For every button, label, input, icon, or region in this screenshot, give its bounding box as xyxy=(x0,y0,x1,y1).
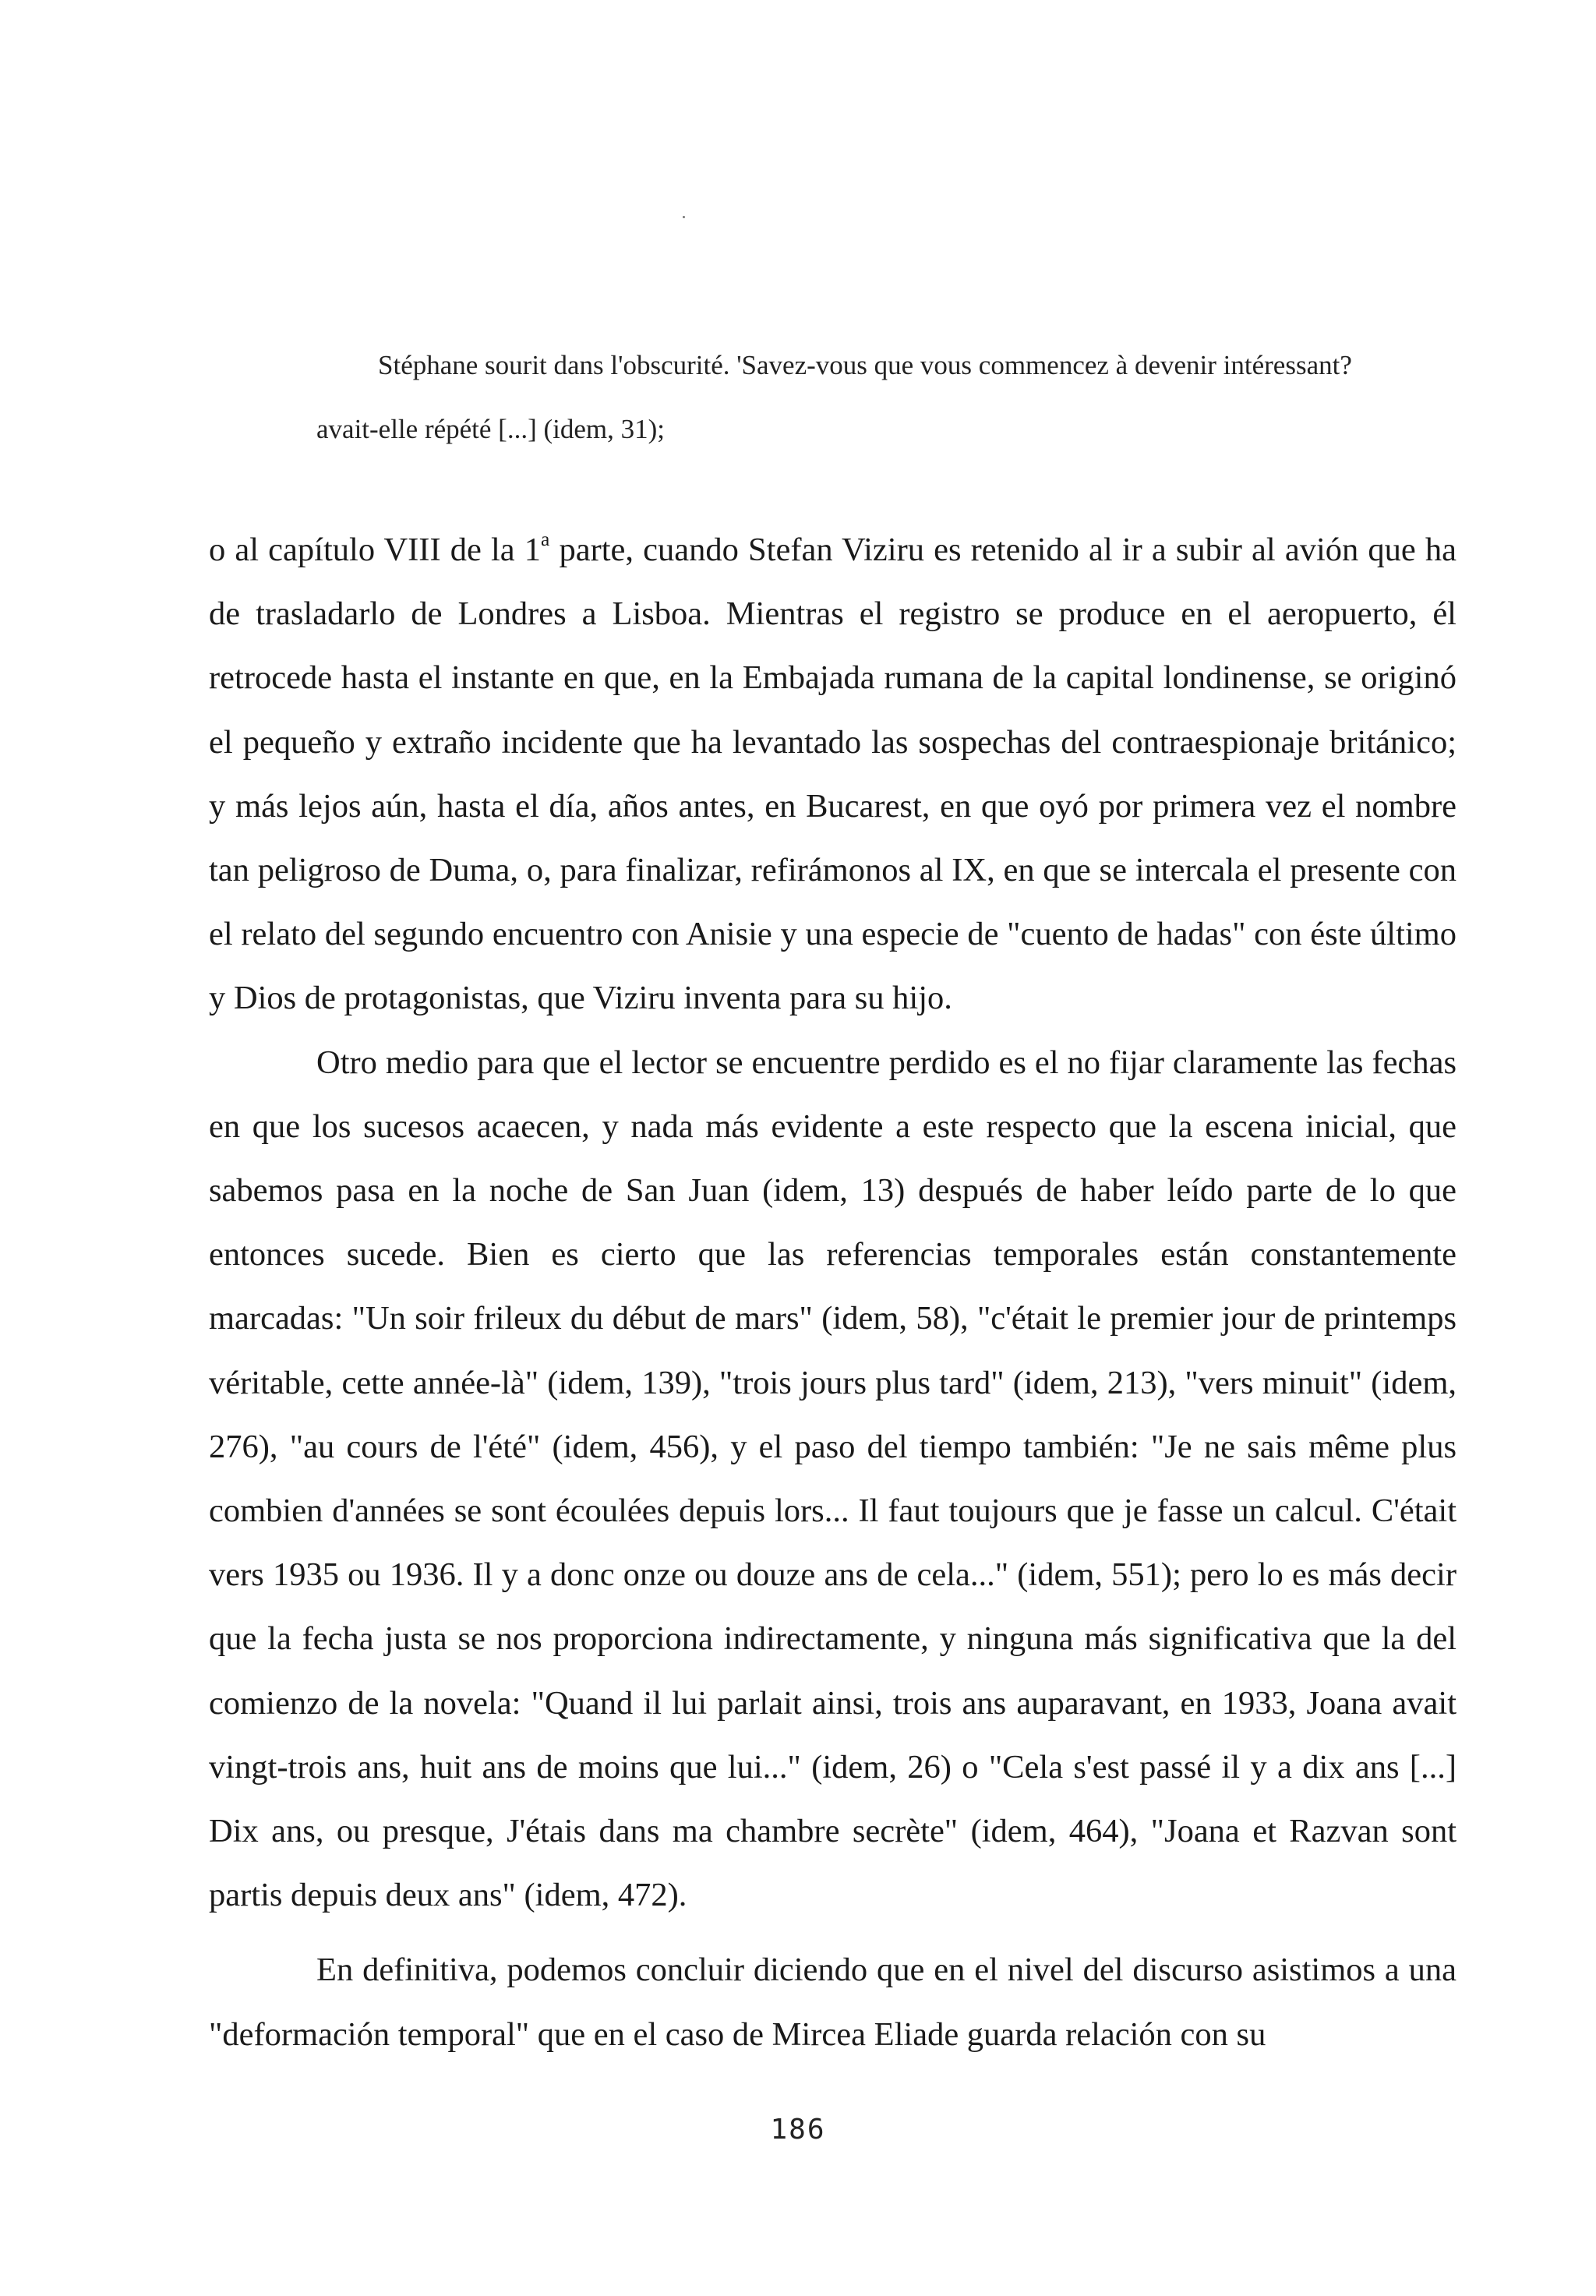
paragraph-3: En definitiva, podemos concluir diciendo que en el nivel del discurso asistimos a una "deformación temporal" que en el caso de Mircea Eliade guarda relación con su xyxy=(209,1952,1457,2053)
page-number: 186 xyxy=(770,2114,826,2146)
paragraph-1 xyxy=(209,518,1457,1031)
block-quote xyxy=(316,334,1469,461)
paragraph-1-rest: parte, cuando Stefan Viziru es retenido al ir a subir al avión que ha de trasladarlo de Londres a Lisboa. Mientras el registro se produce en el aeropuerto, él retrocede hasta el instante en que, en la Embajada rumana de la capital londinense, se originó el pequeño y extraño incidente que ha levantado las sospechas del contraespionaje británico; y más lejos aún, hasta el día, años antes, en Bucarest, en que oyó por primera vez el nombre tan peligroso de Duma, o, para finalizar, refirámonos al IX, en que se intercala el presente con el relato del segundo encuentro con Anisie y una especie de "cuento de hadas" con éste último y Dios de protagonistas, que Viziru inventa para su hijo. xyxy=(209,532,1457,1017)
ordinal-superscript: a xyxy=(541,527,550,550)
paragraph-2: Otro medio para que el lector se encuentre perdido es el no fijar claramente las fechas en que los sucesos acaecen, y nada más evidente a este respecto que la escena inicial, que sabemos pasa en la noche de San Juan (idem, 13) después de haber leído parte de lo que entonces sucede. Bien es cierto que las referencias temporales están constantemente marcadas: "Un soir frileux du début de mars" (idem, 58), "c'était le premier jour de printemps véritable, cette année-là" (idem, 139), "trois jours plus tard" (idem, 213), "vers minuit" (idem, 276), "au cours de l'été" (idem, 456), y el paso del tiempo también: "Je ne sais même plus combien d'années se sont écoulées depuis lors... Il faut toujours que je fasse un calcul. C'était vers 1935 ou 1936. Il y a donc onze ou douze ans de cela..." (idem, 551); pero lo es más decir que la fecha justa se nos proporciona indirectamente, y ninguna más significativa que la del comienzo de la novela: "Quand il lui parlait ainsi, trois ans auparavant, en 1933, Joana avait vingt-trois ans, huit ans de moins que lui..." (idem, 26) o "Cela s'est passé il y a dix ans [...] Dix ans, ou presque, J'étais dans ma chambre secrète" (idem, 464), "Joana et Razvan sont partis depuis deux ans" (idem, 472). xyxy=(209,1044,1457,1914)
scan-speck xyxy=(683,216,685,218)
quote-line-2: avait-elle répété [...] (idem, 31); xyxy=(316,414,666,444)
quote-line-1: Stéphane sourit dans l'obscurité. 'Savez-vous que vous commencez à devenir intéressant? xyxy=(378,350,1352,380)
body-text xyxy=(209,518,1457,2067)
paragraph-1-start: o al capítulo VIII de la 1 xyxy=(209,532,542,568)
